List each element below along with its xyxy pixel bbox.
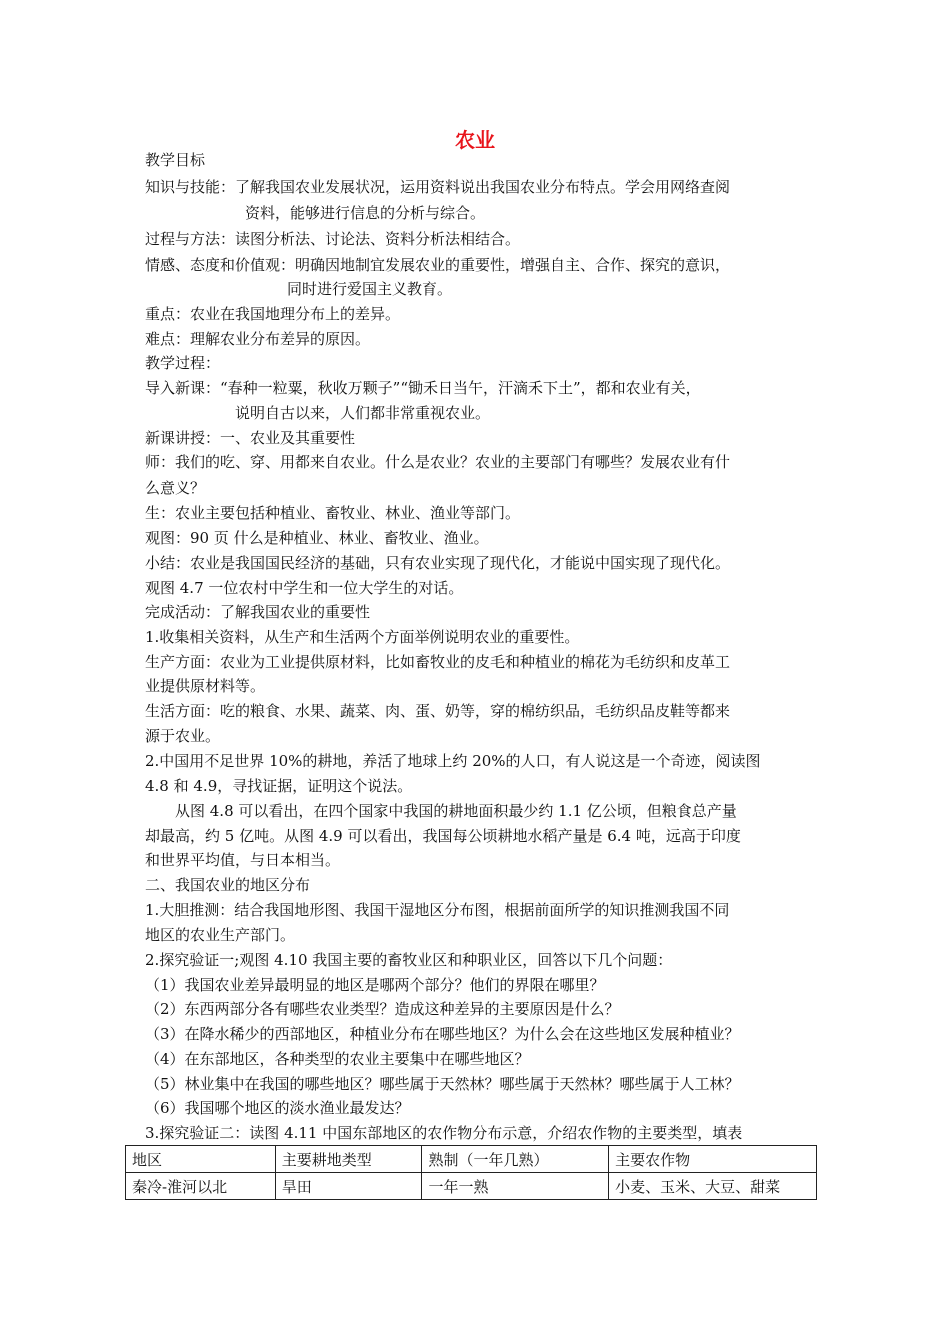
page-title: 农业 — [455, 128, 495, 152]
section-heading: 教学过程： — [145, 354, 221, 372]
text-line: 难点：理解农业分布差异的原因。 — [145, 330, 371, 348]
text-line: 完成活动：了解我国农业的重要性 — [145, 603, 371, 621]
text-line: 地区的农业生产部门。 — [145, 926, 296, 944]
text-line: 1.收集相关资料，从生产和生活两个方面举例说明农业的重要性。 — [145, 628, 580, 646]
table-cell: 一年一熟 — [422, 1173, 609, 1200]
table-header-row — [126, 1146, 817, 1173]
text-line: 说明自古以来，人们都非常重视农业。 — [235, 404, 491, 422]
text-line: 4.8 和 4.9，寻找证据，证明这个说法。 — [145, 777, 413, 795]
text-line: 1.大胆推测：结合我国地形图、我国干湿地区分布图，根据前面所学的知识推测我国不同 — [145, 901, 730, 919]
text-line: 小结：农业是我国国民经济的基础，只有农业实现了现代化，才能说中国实现了现代化。 — [145, 554, 731, 572]
text-line: 2.探究验证一;观图 4.10 我国主要的畜牧业区和种职业区，回答以下几个问题： — [145, 951, 673, 969]
text-line: 2.中国用不足世界 10%的耕地，养活了地球上约 20%的人口，有人说这是一个奇迹，阅读图 — [145, 752, 761, 770]
text-line: 过程与方法：读图分析法、讨论法、资料分析法相结合。 — [145, 230, 521, 248]
text-line: 么意义？ — [145, 479, 206, 497]
text-line: 源于农业。 — [145, 727, 221, 745]
text-line: 同时进行爱国主义教育。 — [287, 280, 453, 298]
text-line: 生活方面：吃的粮食、水果、蔬菜、肉、蛋、奶等，穿的棉纺织品，毛纺织品皮鞋等都来 — [145, 702, 731, 720]
text-line: 导入新课：“春种一粒粟，秋收万颗子”“锄禾日当午，汗滴禾下土”，都和农业有关， — [145, 379, 701, 397]
table-row — [126, 1173, 817, 1200]
table-header-cell: 地区 — [126, 1146, 276, 1173]
table-cell: 小麦、玉米、大豆、甜菜 — [609, 1173, 817, 1200]
text-line: 3.探究验证二：读图 4.11 中国东部地区的农作物分布示意，介绍农作物的主要类型，填表 — [145, 1124, 743, 1142]
table-cell: 秦冷-淮河以北 — [126, 1173, 276, 1200]
text-line: 师：我们的吃、穿、用都来自农业。什么是农业？农业的主要部门有哪些？发展农业有什 — [145, 453, 731, 471]
text-line: 和世界平均值，与日本相当。 — [145, 851, 341, 869]
text-line: 生：农业主要包括种植业、畜牧业、林业、渔业等部门。 — [145, 504, 521, 522]
text-line: 生产方面：农业为工业提供原材料，比如畜牧业的皮毛和种植业的棉花为毛纺织和皮革工 — [145, 653, 731, 671]
question-item: （5）林业集中在我国的哪些地区？哪些属于天然林？哪些属于天然林？哪些属于人工林？ — [145, 1075, 740, 1093]
section-heading: 二、我国农业的地区分布 — [145, 876, 311, 894]
text-line: 却最高，约 5 亿吨。从图 4.9 可以看出，我国每公顷耕地水稻产量是 6.4 吨，远高于印度 — [145, 827, 741, 845]
text-line: 情感、态度和价值观：明确因地制宜发展农业的重要性，增强自主、合作、探究的意识， — [145, 256, 731, 274]
section-heading: 教学目标 — [145, 151, 206, 169]
question-item: （4）在东部地区，各种类型的农业主要集中在哪些地区？ — [145, 1050, 530, 1068]
text-line: 资料，能够进行信息的分析与综合。 — [245, 204, 486, 222]
text-line: 重点：农业在我国地理分布上的差异。 — [145, 305, 401, 323]
table-header-cell: 主要农作物 — [609, 1146, 817, 1173]
text-line: 观图 4.7 一位农村中学生和一位大学生的对话。 — [145, 579, 464, 597]
text-line: 新课讲授：一、农业及其重要性 — [145, 429, 356, 447]
crop-table — [125, 1145, 817, 1200]
question-item: （1）我国农业差异最明显的地区是哪两个部分？他们的界限在哪里？ — [145, 976, 605, 994]
question-item: （6）我国哪个地区的淡水渔业最发达？ — [145, 1099, 410, 1117]
text-line: 知识与技能：了解我国农业发展状况，运用资料说出我国农业分布特点。学会用网络查阅 — [145, 178, 731, 196]
table-cell: 旱田 — [275, 1173, 422, 1200]
question-item: （3）在降水稀少的西部地区，种植业分布在哪些地区？为什么会在这些地区发展种植业？ — [145, 1025, 740, 1043]
question-item: （2）东西两部分各有哪些农业类型？造成这种差异的主要原因是什么？ — [145, 1000, 620, 1018]
table-header-cell: 熟制（一年几熟） — [422, 1146, 609, 1173]
text-line: 从图 4.8 可以看出，在四个国家中我国的耕地面积最少约 1.1 亿公顷，但粮食总产量 — [175, 802, 737, 820]
text-line: 观图：90 页 什么是种植业、林业、畜牧业、渔业。 — [145, 529, 489, 547]
table-header-cell: 主要耕地类型 — [275, 1146, 422, 1173]
text-line: 业提供原材料等。 — [145, 677, 266, 695]
